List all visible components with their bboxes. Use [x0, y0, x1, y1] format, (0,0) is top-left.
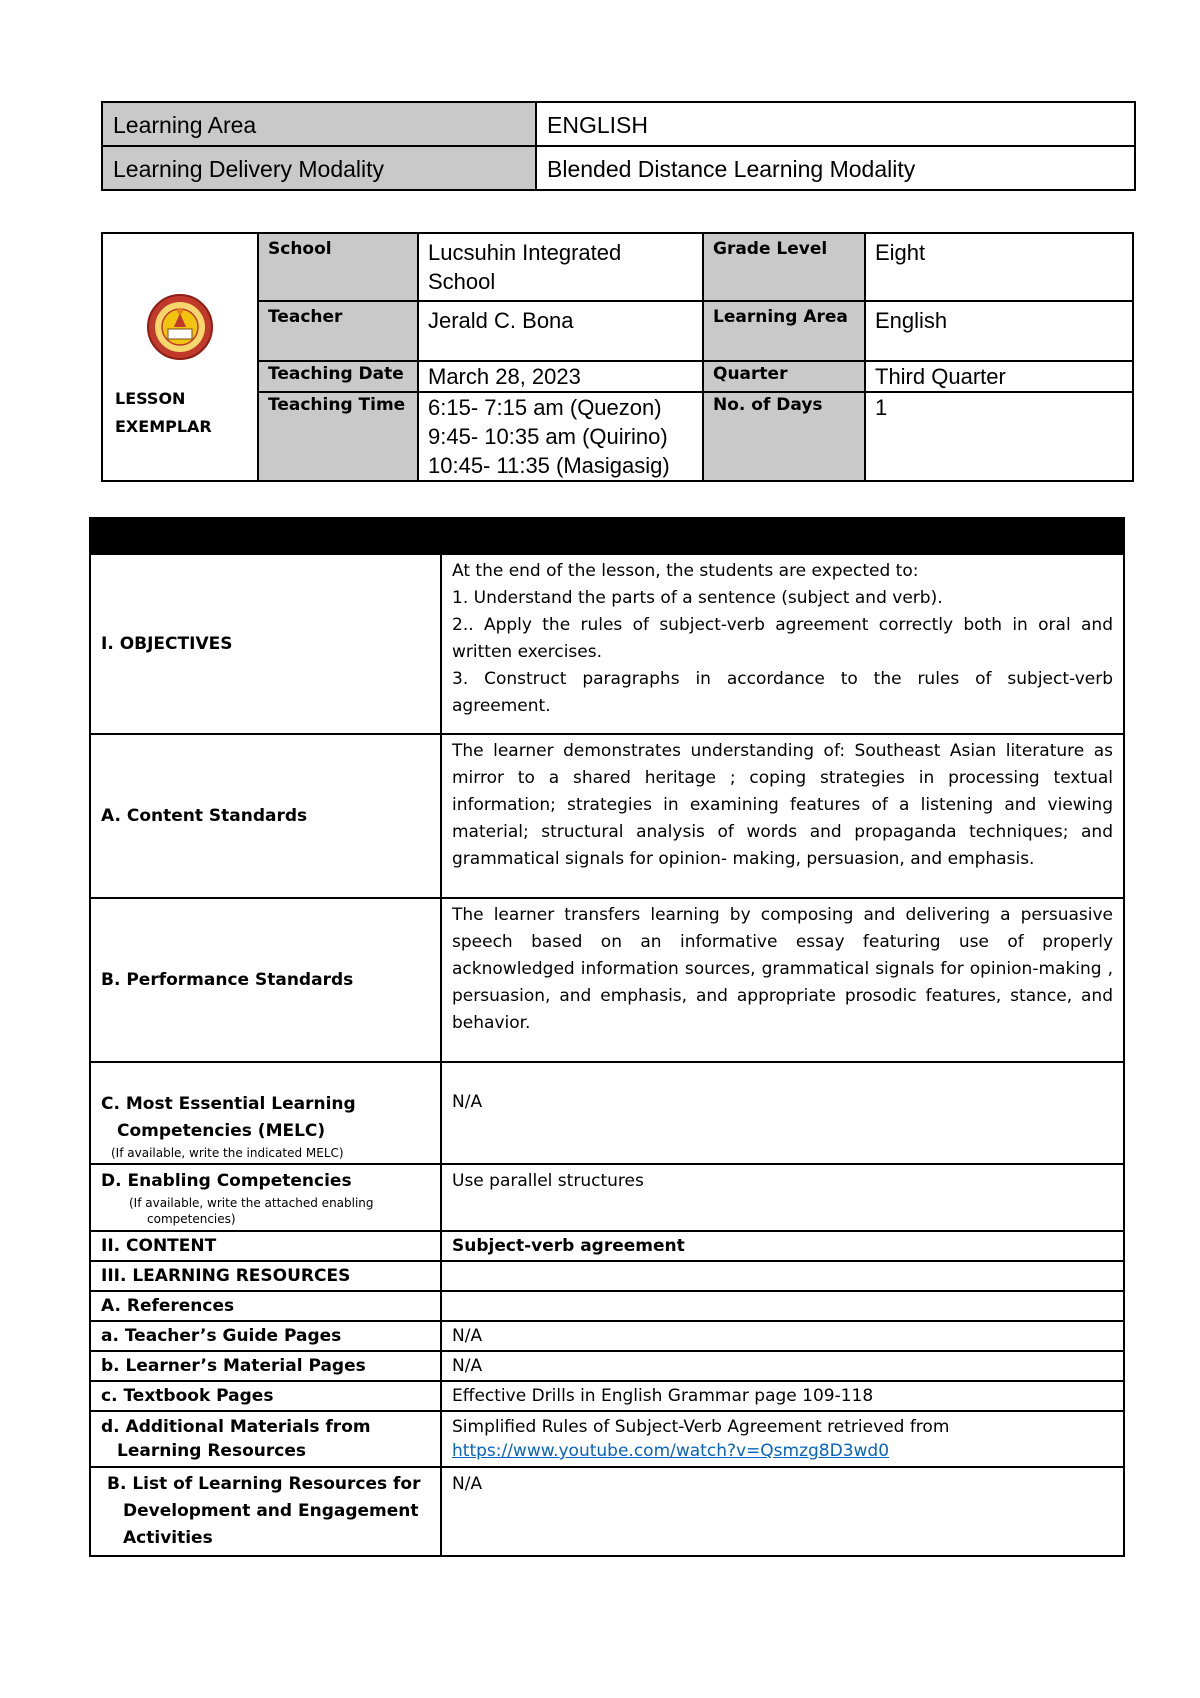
textbook-value: Effective Drills in English Grammar page 109-118 [441, 1381, 1124, 1411]
objectives-label: I. OBJECTIVES [90, 554, 441, 734]
performance-standards-row [90, 898, 1124, 1062]
lesson-plan-table [89, 517, 1125, 1557]
performance-standards-value: The learner transfers learning by composing and delivering a persuasive speech based on an informative essay featuring use of properly acknowledged information sources, grammatical signals for opinion-making , persuasion, and emphasis, and appropriate prosodic features, stance, and behavior. [441, 898, 1124, 1062]
info-learning-area-value: English [865, 301, 1133, 361]
learning-resources-row [90, 1261, 1124, 1291]
additional-materials-value: Simplified Rules of Subject-Verb Agreement retrieved from https://www.youtube.com/watch?v=Qsmzg8D3wd0 [441, 1411, 1124, 1467]
teachers-guide-label: a. Teacher’s Guide Pages [90, 1321, 441, 1351]
modality-value: Blended Distance Learning Modality [536, 146, 1135, 190]
learning-area-label: Learning Area [102, 102, 536, 146]
enabling-competencies-label: D. Enabling Competencies (If available, write the attached enabling competencies) [90, 1164, 441, 1231]
melc-row [90, 1062, 1124, 1164]
content-label: II. CONTENT [90, 1231, 441, 1261]
learning-area-value: ENGLISH [536, 102, 1135, 146]
grade-level-value: Eight [865, 233, 1133, 301]
content-standards-value: The learner demonstrates understanding of: Southeast Asian literature as mirror to a shared heritage ; coping strategies in processing textual information; strategies in examining features of a listening and viewing material; structural analysis of words and propaganda techniques; and grammatical signals for opinion- making, persuasion, and emphasis. [441, 734, 1124, 898]
enabling-note: (If available, write the attached enabling [129, 1196, 374, 1210]
header-row-learning-area [102, 102, 1135, 146]
objective-item: 3. Construct paragraphs in accordance to the rules of subject-verb agreement. [452, 669, 1113, 716]
teaching-time-value [418, 392, 703, 481]
lesson-exemplar-cell [102, 233, 258, 481]
teaching-time-line: 9:45- 10:35 am (Quirino) [428, 424, 668, 449]
additional-materials-row [90, 1411, 1124, 1467]
references-value [441, 1291, 1124, 1321]
objective-item: 2.. Apply the rules of subject-verb agreement correctly both in oral and written exercises. [452, 615, 1113, 662]
quarter-label: Quarter [703, 361, 865, 392]
objectives-row [90, 554, 1124, 734]
content-standards-label: A. Content Standards [90, 734, 441, 898]
teaching-time-line: 10:45- 11:35 (Masigasig) [428, 453, 670, 478]
lesson-exemplar-title: LESSON EXEMPLAR [115, 389, 212, 436]
melc-value: N/A [441, 1062, 1124, 1164]
objective-item: 1. Understand the parts of a sentence (subject and verb). [452, 588, 943, 608]
learning-resources-list-label: B. List of Learning Resources for Development and Engagement Activities [90, 1467, 441, 1556]
school-value: Lucsuhin Integrated School [418, 233, 703, 301]
melc-label: C. Most Essential Learning Competencies (MELC) (If available, write the indicated MELC) [90, 1062, 441, 1164]
info-learning-area-label: Learning Area [703, 301, 865, 361]
header-row-modality [102, 146, 1135, 190]
content-value: Subject-verb agreement [441, 1231, 1124, 1261]
teachers-guide-row [90, 1321, 1124, 1351]
black-header-bar [90, 518, 1124, 554]
teaching-date-value: March 28, 2023 [418, 361, 703, 392]
teaching-time-line: 6:15- 7:15 am (Quezon) [428, 395, 662, 420]
references-row [90, 1291, 1124, 1321]
enabling-competencies-row [90, 1164, 1124, 1231]
learners-material-row [90, 1351, 1124, 1381]
learning-resources-value [441, 1261, 1124, 1291]
modality-label: Learning Delivery Modality [102, 146, 536, 190]
table-header-bar [90, 518, 1124, 554]
learning-resources-list-row [90, 1467, 1124, 1556]
teachers-guide-value: N/A [441, 1321, 1124, 1351]
teacher-value: Jerald C. Bona [418, 301, 703, 361]
info-row-school [102, 233, 1133, 301]
additional-materials-label: d. Additional Materials from Learning Resources [90, 1411, 441, 1467]
days-label: No. of Days [703, 392, 865, 481]
teaching-date-label: Teaching Date [258, 361, 418, 392]
teaching-time-label: Teaching Time [258, 392, 418, 481]
days-value: 1 [865, 392, 1133, 481]
learning-resources-list-value: N/A [441, 1467, 1124, 1556]
school-label: School [258, 233, 418, 301]
enabling-competencies-value: Use parallel structures [441, 1164, 1124, 1231]
textbook-label: c. Textbook Pages [90, 1381, 441, 1411]
learners-material-label: b. Learner’s Material Pages [90, 1351, 441, 1381]
content-row [90, 1231, 1124, 1261]
header-table [101, 101, 1136, 191]
content-standards-row [90, 734, 1124, 898]
youtube-link[interactable]: https://www.youtube.com/watch?v=Qsmzg8D3wd0 [452, 1441, 890, 1461]
references-label: A. References [90, 1291, 441, 1321]
lesson-info-table [101, 232, 1134, 482]
school-logo [103, 273, 257, 393]
objectives-value [441, 554, 1124, 734]
melc-note: (If available, write the indicated MELC) [111, 1146, 344, 1160]
learning-resources-label: III. LEARNING RESOURCES [90, 1261, 441, 1291]
learners-material-value: N/A [441, 1351, 1124, 1381]
textbook-row [90, 1381, 1124, 1411]
school-seal-icon [146, 293, 214, 361]
grade-level-label: Grade Level [703, 233, 865, 301]
quarter-value: Third Quarter [865, 361, 1133, 392]
objectives-intro: At the end of the lesson, the students are expected to: [452, 561, 919, 581]
teacher-label: Teacher [258, 301, 418, 361]
performance-standards-label: B. Performance Standards [90, 898, 441, 1062]
